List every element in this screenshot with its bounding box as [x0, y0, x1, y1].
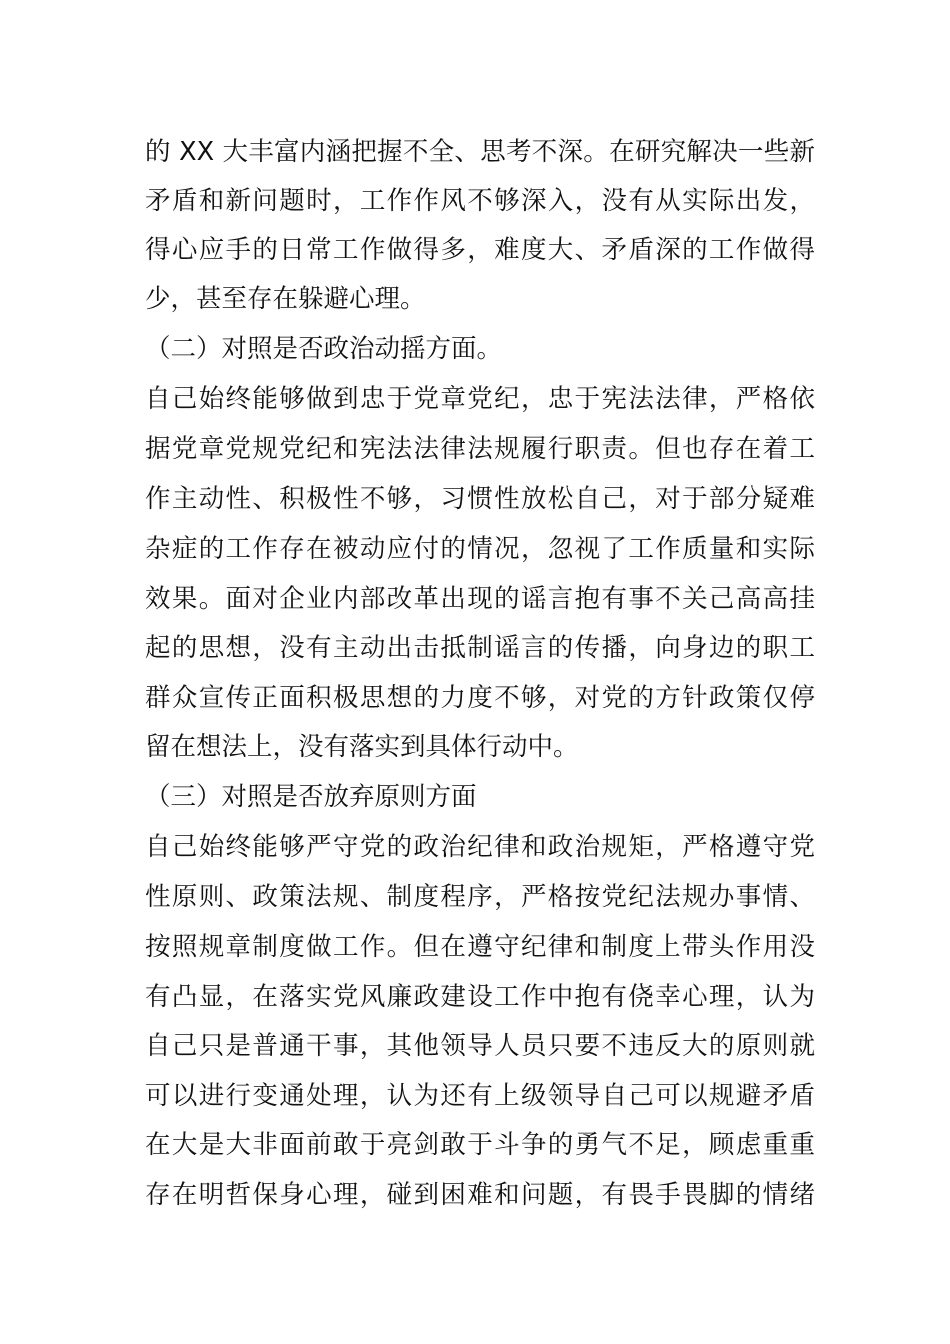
paragraph-line: 在大是大非面前敢于亮剑敢于斗争的勇气不足，顾虑重重 — [145, 1130, 815, 1160]
paragraph-line: 群众宣传正面积极思想的力度不够，对党的方针政策仅停 — [145, 683, 815, 713]
paragraph-line: 留在想法上，没有落实到具体行动中。 — [145, 732, 579, 762]
paragraph-line: 自己始终能够做到忠于党章党纪，忠于宪法法律，严格依 — [145, 384, 815, 414]
paragraph-line: 有凸显，在落实党风廉政建设工作中抱有侥幸心理，认为 — [145, 982, 815, 1012]
paragraph-line: 按照规章制度做工作。但在遵守纪律和制度上带头作用没 — [145, 932, 815, 962]
paragraph-line: 据党章党规党纪和宪法法律法规履行职责。但也存在着工 — [145, 434, 815, 464]
paragraph-line: 效果。面对企业内部改革出现的谣言抱有事不关己高高挂 — [145, 584, 815, 614]
paragraph-line: 可以进行变通处理，认为还有上级领导自己可以规避矛盾 — [145, 1081, 815, 1111]
paragraph-line: 矛盾和新问题时，工作作风不够深入，没有从实际出发， — [145, 186, 815, 216]
paragraph-line: 存在明哲保身心理，碰到困难和问题，有畏手畏脚的情绪 — [145, 1180, 815, 1210]
paragraph-line: 起的思想，没有主动出击抵制谣言的传播，向身边的职工 — [145, 633, 815, 663]
paragraph-line: 的 XX 大丰富内涵把握不全、思考不深。在研究解决一些新 — [145, 137, 815, 167]
paragraph-line: 自己始终能够严守党的政治纪律和政治规矩，严格遵守党 — [145, 832, 815, 862]
section-heading: （三）对照是否放弃原则方面 — [145, 782, 477, 812]
paragraph-line: 自己只是普通干事，其他领导人员只要不违反大的原则就 — [145, 1031, 815, 1061]
paragraph-line: 作主动性、积极性不够，习惯性放松自己，对于部分疑难 — [145, 484, 815, 514]
section-heading: （二）对照是否政治动摇方面。 — [145, 334, 503, 364]
paragraph-line: 性原则、政策法规、制度程序，严格按党纪法规办事情、 — [145, 882, 815, 912]
paragraph-line: 少，甚至存在躲避心理。 — [145, 284, 426, 314]
paragraph-line: 得心应手的日常工作做得多，难度大、矛盾深的工作做得 — [145, 235, 815, 265]
paragraph-line: 杂症的工作存在被动应付的情况，忽视了工作质量和实际 — [145, 534, 815, 564]
